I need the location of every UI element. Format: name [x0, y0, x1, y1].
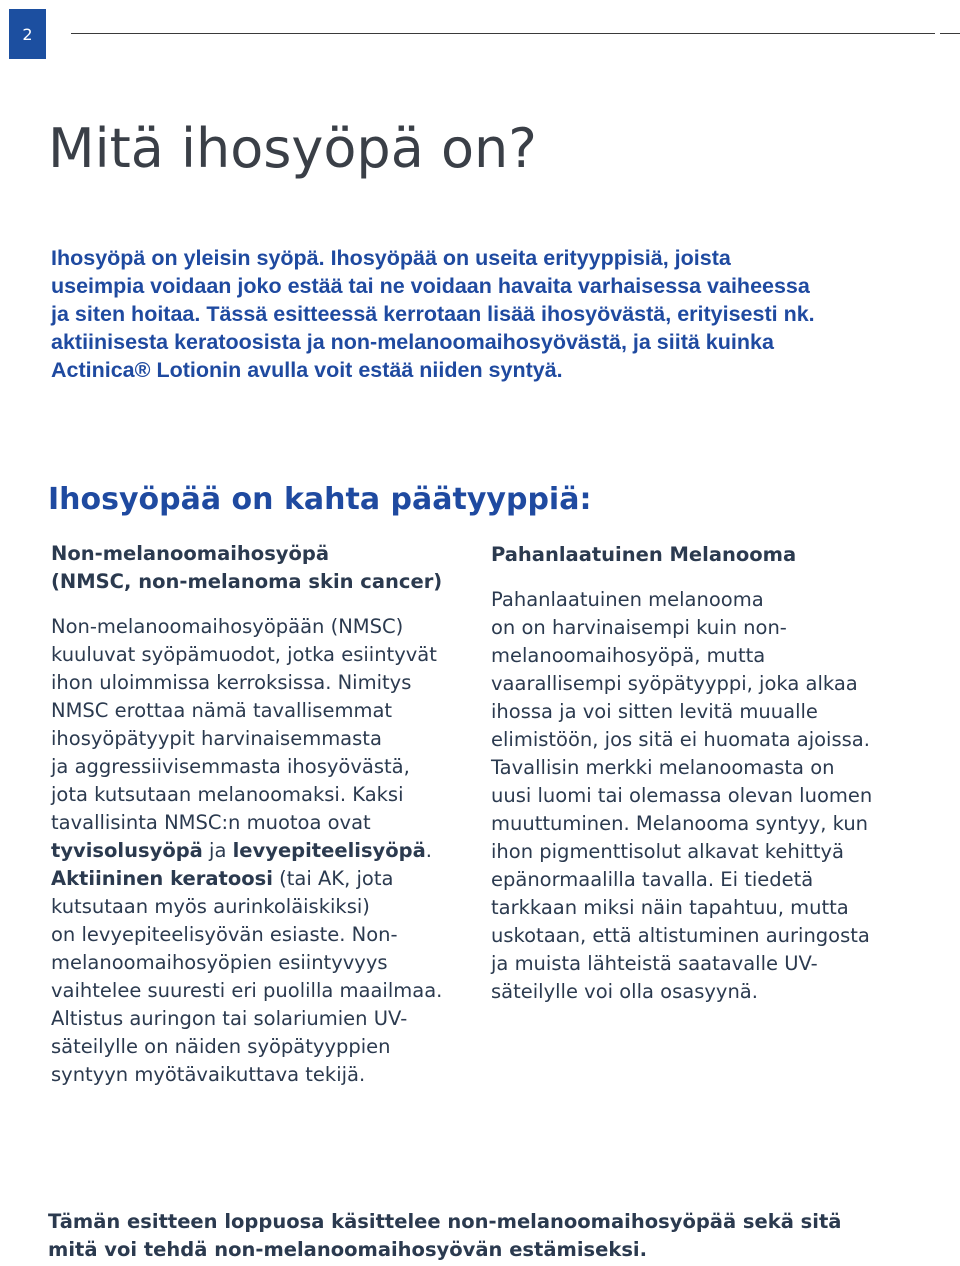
body-line: ja aggressiivisemmasta ihosyövästä,: [51, 755, 410, 778]
body-line: ihon uloimmissa kerroksissa. Nimitys: [51, 671, 412, 694]
footer-line: Tämän esitteen loppuosa käsittelee non-melanoomaihosyöpää sekä sitä: [48, 1210, 842, 1233]
body-line: epänormaalilla tavalla. Ei tiedetä: [491, 868, 814, 891]
melanoma-heading: [491, 541, 911, 569]
nmsc-column: [51, 540, 471, 1089]
body-line: säteilylle on näiden syöpätyyppien: [51, 1035, 391, 1058]
body-line: on on harvinaisempi kuin non-: [491, 616, 787, 639]
body-line: jota kutsutaan melanoomaksi. Kaksi: [51, 783, 404, 806]
body-line: elimistöön, jos sitä ei huomata ajoissa.: [491, 728, 870, 751]
body-line: Pahanlaatuinen melanooma: [491, 588, 764, 611]
intro-line: useimpia voidaan joko estää tai ne voidaan havaita varhaisessa vaiheessa: [51, 274, 810, 298]
body-line: vaarallisempi syöpätyyppi, joka alkaa: [491, 672, 858, 695]
body-line: uskotaan, että altistuminen auringosta: [491, 924, 870, 947]
melanoma-column: [491, 541, 911, 1006]
body-line: ihon pigmenttisolut alkavat kehittyä: [491, 840, 844, 863]
intro-line: ja siten hoitaa. Tässä esitteessä kerrotaan lisää ihosyövästä, erityisesti nk.: [51, 302, 815, 326]
header-rule-end: [940, 33, 960, 34]
body-line-ak: [51, 865, 471, 893]
melanoma-heading-line: Pahanlaatuinen Melanooma: [491, 543, 797, 566]
footer-line: mitä voi tehdä non-melanoomaihosyövän estämiseksi.: [48, 1238, 648, 1261]
body-line: tarkkaan miksi näin tapahtuu, mutta: [491, 896, 849, 919]
melanoma-body: [491, 586, 911, 1006]
nmsc-body: [51, 613, 471, 1089]
body-line: uusi luomi tai olemassa olevan luomen: [491, 784, 873, 807]
footer-note: [48, 1208, 928, 1264]
page-title: Mitä ihosyöpä on?: [48, 117, 537, 180]
body-line: melanoomaihosyöpien esiintyvyys: [51, 951, 388, 974]
ak-rest-text: (tai AK, jota: [272, 867, 394, 890]
body-line: syntyyn myötävaikuttava tekijä.: [51, 1063, 366, 1086]
body-line: säteilylle voi olla osasyynä.: [491, 980, 758, 1003]
intro-line: Ihosyöpä on yleisin syöpä. Ihosyöpää on useita erityyppisiä, joista: [51, 246, 731, 270]
header-rule: [71, 33, 935, 34]
term-ak: Aktiininen keratoosi: [51, 867, 273, 890]
term-scc: levyepiteelisyöpä: [232, 839, 426, 862]
connector-text: ja: [202, 839, 233, 862]
nmsc-heading: [51, 540, 471, 596]
body-line: Non-melanoomaihosyöpään (NMSC): [51, 615, 404, 638]
body-line: vaihtelee suuresti eri puolilla maailmaa.: [51, 979, 443, 1002]
section-subheading: Ihosyöpää on kahta päätyyppiä:: [48, 482, 592, 517]
term-bcc: tyvisolusyöpä: [51, 839, 203, 862]
body-line-types: [51, 837, 471, 865]
body-line: ja muista lähteistä saatavalle UV-: [491, 952, 818, 975]
body-line: kuuluvat syöpämuodot, jotka esiintyvät: [51, 643, 437, 666]
body-line: NMSC erottaa nämä tavallisemmat: [51, 699, 393, 722]
nmsc-heading-line: Non-melanoomaihosyöpä: [51, 542, 330, 565]
body-line: kutsutaan myös aurinkoläiskiksi): [51, 895, 370, 918]
page-number-badge: 2: [9, 9, 46, 59]
nmsc-heading-line: (NMSC, non-melanoma skin cancer): [51, 570, 443, 593]
body-line: Tavallisin merkki melanoomasta on: [491, 756, 835, 779]
body-line: on levyepiteelisyövän esiaste. Non-: [51, 923, 398, 946]
body-line: melanoomaihosyöpä, mutta: [491, 644, 766, 667]
body-line: ihosyöpätyypit harvinaisemmasta: [51, 727, 382, 750]
intro-line: aktiinisesta keratoosista ja non-melanoomaihosyövästä, ja siitä kuinka: [51, 330, 774, 354]
intro-paragraph: [51, 244, 911, 384]
intro-line: Actinica® Lotionin avulla voit estää niiden syntyä.: [51, 358, 563, 382]
body-line: ihossa ja voi sitten levitä muualle: [491, 700, 818, 723]
body-line: tavallisinta NMSC:n muotoa ovat: [51, 811, 371, 834]
body-line: Altistus auringon tai solariumien UV-: [51, 1007, 408, 1030]
body-line: muuttuminen. Melanooma syntyy, kun: [491, 812, 869, 835]
period-text: .: [425, 839, 432, 862]
